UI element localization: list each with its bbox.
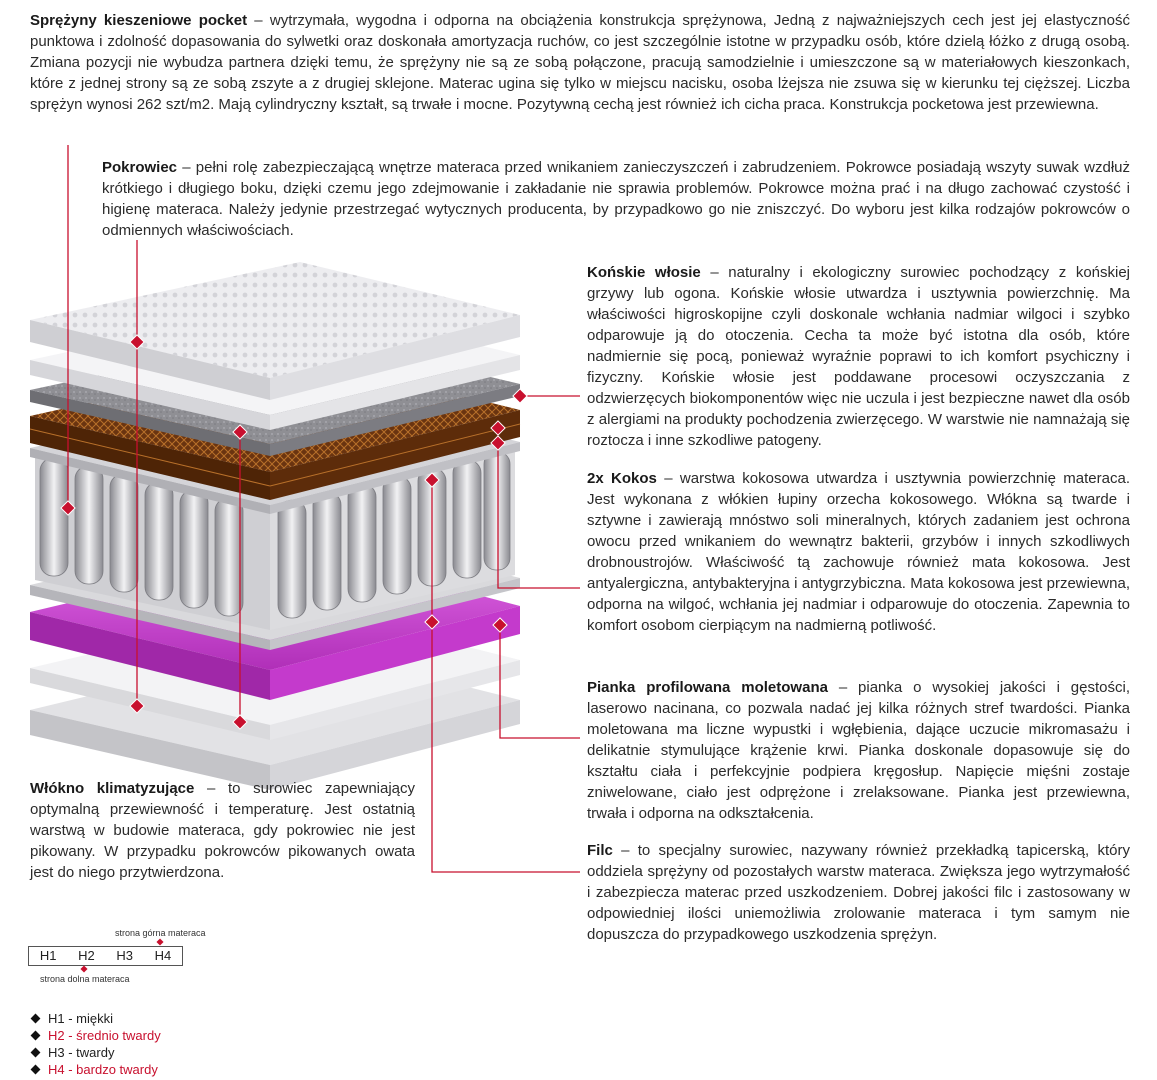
springs-body: – wytrzymała, wygodna i odporna na obciążenia konstrukcja sprężynowa, Jedną z najważniejszych cech jest jej elastyczność punktowa i zdolność dopasowania do sylwetki oraz doskonała amortyzacja ruchów, co jest szczególnie istotne w przypadku osób, które dzielą łóżko z drugą osobą. Zmiana pozycji nie wybudza partnera dzięki temu, że sprężyny nie są ze sobą połączone, pracują samodzielnie i umieszczone są w materiałowych kieszonkach, które z jednej strony są ze sobą zszyte a z drugiej sklejone. Materac ugina się tylko w miejscu nacisku, osoba lżejsza nie zsuwa się w kierunku tej cięższej. Liczba sprężyn wynosi 262 szt/m2. Mają cylindryczny kształt, są trwałe i mocne. Pozytywną cechą jest również ich cicha praca. Konstrukcja pocketowa jest przewiewna. <box>30 12 1130 113</box>
horsehair-body: – naturalny i ekologiczny surowiec pochodzący z końskiej grzywy lub ogona. Końskie włosie utwardza i usztywnia powierzchnię. Ma właściwości higroskopijne czyli doskonale wchłania nadmiar wilgoci i szybko odparowuje ją do otoczenia. Cecha ta może być istotna dla osób, które nadmiernie się pocą, ponieważ wyraźnie poprawi to ich komfort psychiczny i fizyczny. Końskie włosie jest poddawane procesowi oczyszczania z odzwierzęcych biokomponentów więc nie uczula i jest bezpieczne nawet dla osób z alergiami na produkty pochodzenia zwierzęcego. W warstwie nie namnażają się roztocza i inne szkodliwe patogeny. <box>587 264 1131 449</box>
legend-diamond-icon <box>31 1014 41 1024</box>
fiber-title: Włókno klimatyzujące <box>30 780 195 797</box>
hardness-scale <box>28 946 183 966</box>
coconut-title: 2x Kokos <box>587 470 657 487</box>
coconut-description <box>587 468 1130 636</box>
legend-item: H4 - bardzo twardy <box>30 1061 161 1078</box>
springs-description <box>30 10 1130 115</box>
legend-item: H1 - miękki <box>30 1010 161 1027</box>
hardness-legend <box>30 1010 161 1078</box>
legend-item: H3 - twardy <box>30 1044 161 1061</box>
legend-diamond-icon <box>31 1065 41 1075</box>
horsehair-description <box>587 262 1130 451</box>
coconut-body: – warstwa kokosowa utwardza i usztywnia powierzchnię materaca. Jest wykonana z włókien łupiny orzecha kokosowego. Włókna są twarde i sztywne i zawierają mnóstwo soli mineralnych, których zadaniem jest ochrona owocu przed wnikaniem do wewnątrz bakterii, grzybów i innych szkodliwych drobnoustrojów. Właściwość tą zachowuje również mata kokosowa. Jest antyalergiczna, antybakteryjna i antygrzybiczna. Mata kokosowa jest przewiewna, odporna na wilgoć, wchłania jej nadmiar i odparowuje do otoczenia. Zapewnia to komfort osobom cierpiącym na nadmierną potliwość. <box>587 470 1130 634</box>
scale-top-label: strona górna materaca <box>115 928 206 938</box>
scale-cell-h1: H1 <box>39 948 57 963</box>
foam-body: – pianka o wysokiej jakości i gęstości, laserowo nacinana, co pozwala nadać jej kilka różnych stref twardości. Pianka moletowana ma liczne wypustki i wgłębienia, dające uczucie mikromasażu i delikatnie stymulujące krążenie krwi. Pianka doskonale dopasowuje się do kształtu ciała i perfekcyjnie podpiera kręgosłup. Napięcie mięśni zostaje zniwelowane, ciało jest odprężone i zrelaksowane. Pianka jest przewiewna, trwała i odporna na odkształcenia. <box>587 679 1130 822</box>
fiber-body: – to surowiec zapewniający optymalną przewiewność i temperaturę. Jest ostatnią warstwą w budowie materaca, gdy pokrowiec nie jest pikowany. W przypadku pokrowców pikowanych owata jest do niego przytwierdzona. <box>30 780 416 881</box>
felt-title: Filc <box>587 842 613 859</box>
felt-body: – to specjalny surowiec, nazywany również przekładką tapicerską, który oddziela sprężyny od pozostałych warstw materaca. Zwiększa jego wytrzymałość i zabezpiecza materac przed uszkodzeniem. Dobrej jakości filc i zastosowany w odpowiedniej ilości uniemożliwia zrolowanie materaca i tym samym nie dopuszcza do przypadkowego uszkodzenia sprężyn. <box>587 842 1130 943</box>
legend-item: H2 - średnio twardy <box>30 1027 161 1044</box>
springs-title: Sprężyny kieszeniowe pocket <box>30 12 248 29</box>
scale-cell-h3: H3 <box>116 948 133 963</box>
scale-bottom-label: strona dolna materaca <box>40 974 130 984</box>
foam-title: Pianka profilowana moletowana <box>587 679 828 696</box>
cover-description <box>102 157 1130 241</box>
scale-cell-h4: H4 <box>154 948 172 963</box>
fiber-description <box>30 778 415 883</box>
cover-body: – pełni rolę zabezpieczającą wnętrze materaca przed wnikaniem zanieczyszczeń i zabrudzeniem. Pokrowce posiadają wszyty suwak wzdłuż krótkiego i długiego boku, dzięki czemu jego zdejmowanie i zakładanie nie sprawia problemów. Pokrowce można prać i na długo zachować czystość i higienę materaca. Należy jedynie przestrzegać wytycznych producenta, by przypadkowo go nie zniszczyć. Do wyboru jest kilka rodzajów pokrowców o odmiennych właściwościach. <box>102 159 1130 239</box>
foam-description <box>587 677 1130 824</box>
horsehair-title: Końskie włosie <box>587 264 701 281</box>
cover-title: Pokrowiec <box>102 159 178 176</box>
felt-description <box>587 840 1130 945</box>
legend-diamond-icon <box>31 1031 41 1041</box>
scale-bottom-marker-icon <box>80 965 88 973</box>
scale-cell-h2: H2 <box>78 948 95 963</box>
scale-top-marker-icon <box>156 938 164 946</box>
legend-diamond-icon <box>31 1048 41 1058</box>
